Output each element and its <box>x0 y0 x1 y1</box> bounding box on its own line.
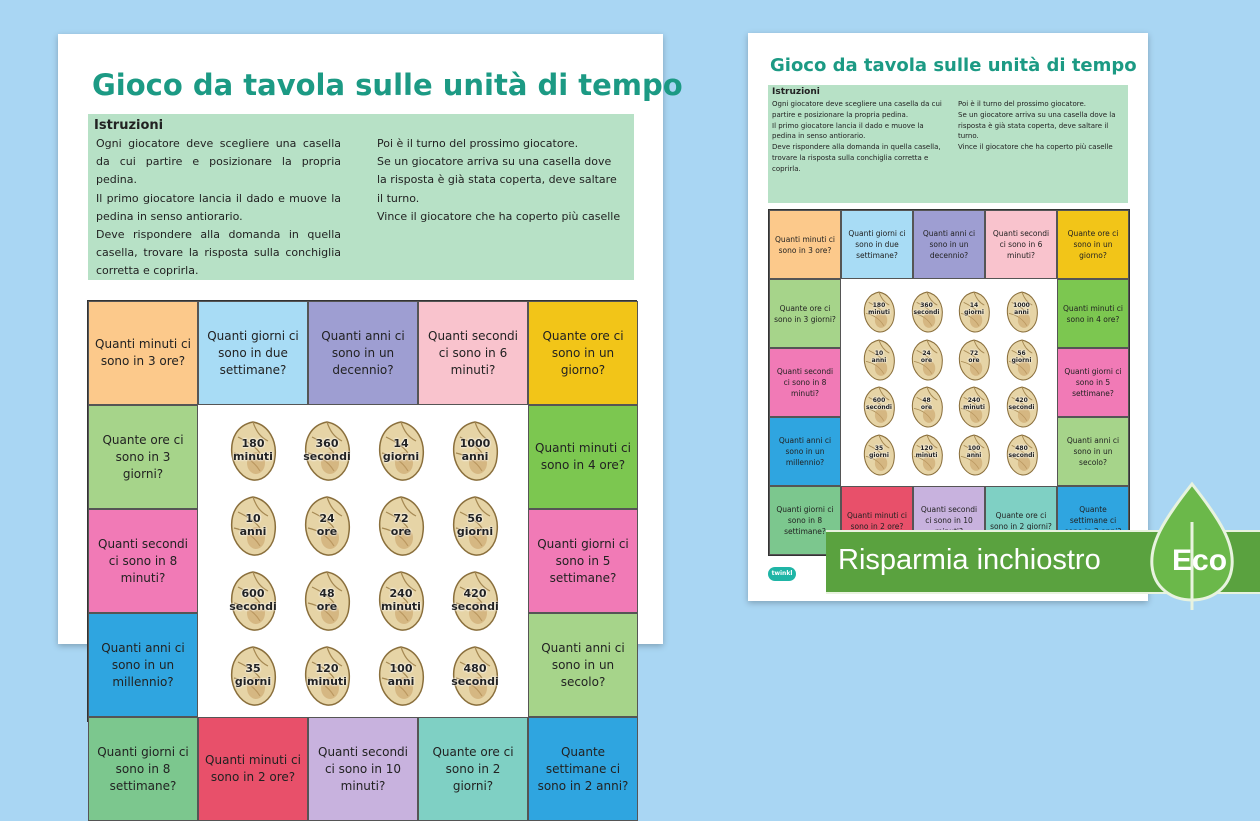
shell-answer: 35 giorni <box>226 644 280 708</box>
board-square: Quanti giorni ci sono in due settimane? <box>198 301 308 405</box>
shell-answer: 600 secondi <box>226 569 280 633</box>
board-square: Quanti secondi ci sono in 10 minuti? <box>308 717 418 821</box>
shell-answer: 35 giorni <box>859 433 899 477</box>
board-square: Quanti minuti ci sono in 4 ore? <box>528 405 638 509</box>
board-square: Quanti minuti ci sono in 2 ore? <box>198 717 308 821</box>
board-square: Quanti anni ci sono in un decennio? <box>913 210 985 279</box>
shell-answer: 100 anni <box>954 433 994 477</box>
shell-answer: 360 secondi <box>907 290 947 334</box>
shell-answer: 10 anni <box>859 338 899 382</box>
eco-badge <box>826 530 1260 596</box>
shell-answer: 56 giorni <box>448 494 502 558</box>
board-square: Quanti secondi ci sono in 10 <box>913 486 985 555</box>
board-square: Quanti anni ci sono in un secolo? <box>528 613 638 717</box>
board-square: Quanti secondi ci sono in 6 minuti? <box>985 210 1057 279</box>
shell-answer: 56 giorni <box>1002 338 1042 382</box>
board-square: Quante settimane ci sono in 2 anni? <box>528 717 638 821</box>
shell-answer: 360 secondi <box>300 419 354 483</box>
board-square: Quanti anni ci sono in un secolo? <box>1057 417 1129 486</box>
board-square: Quanti minuti ci sono in 3 ore? <box>88 301 198 405</box>
shell-answer: 10 anni <box>226 494 280 558</box>
shell-answer: 48 ore <box>300 569 354 633</box>
shell-answer: 100 anni <box>374 644 428 708</box>
board-square: Quanti anni ci sono in un decennio? <box>308 301 418 405</box>
game-board <box>768 209 1130 556</box>
instructions-box <box>88 114 634 280</box>
shell-answer: 420 secondi <box>1002 385 1042 429</box>
worksheet-title: Gioco da tavola sulle unità di tempo <box>770 55 1137 76</box>
shell-answer: 420 secondi <box>448 569 502 633</box>
board-square: Quante ore ci sono in un giorno? <box>528 301 638 405</box>
eco-label: Eco <box>1172 544 1228 577</box>
shell-answer: 240 minuti <box>954 385 994 429</box>
instructions-column-2: Poi è il turno del prossimo giocatore. Se un giocatore arriva su una casella dove la risposta è già stata coperta, deve saltare il turno. Vince il giocatore che ha coperto più caselle <box>377 137 621 223</box>
board-square: Quanti anni ci sono in un millennio? <box>88 613 198 717</box>
instructions-box <box>768 85 1128 203</box>
shell-answer: 24 ore <box>300 494 354 558</box>
shell-answer: 120 minuti <box>300 644 354 708</box>
board-square: Quanti giorni ci sono in due settimane? <box>841 210 913 279</box>
instructions-heading: Istruzioni <box>94 118 164 133</box>
board-square: Quante ore ci sono in 3 giorni? <box>88 405 198 509</box>
instructions-column-2: Poi è il turno del prossimo giocatore. Se un giocatore arriva su una casella dove la risposta è già stata coperta, deve saltare il turno. Vince il giocatore che ha coperto più caselle <box>958 100 1116 152</box>
shell-answer: 120 minuti <box>907 433 947 477</box>
board-square: Quante ore ci sono in 2 giorni? <box>985 486 1057 555</box>
shell-answer: 180 minuti <box>859 290 899 334</box>
shell-answer: 24 ore <box>907 338 947 382</box>
shell-answer: 1000 anni <box>1002 290 1042 334</box>
game-board <box>87 300 637 793</box>
shell-answer: 480 secondi <box>1002 433 1042 477</box>
shell-answer: 14 giorni <box>374 419 428 483</box>
shell-answer: 48 ore <box>907 385 947 429</box>
shell-answer: 72 ore <box>374 494 428 558</box>
board-square: Quanti giorni ci sono in 8 settimane? <box>88 717 198 821</box>
shell-answer: 480 secondi <box>448 644 502 708</box>
shell-answer: 14 giorni <box>954 290 994 334</box>
board-square: Quanti giorni ci sono in 8 settimane? <box>769 486 841 555</box>
shell-grid <box>226 419 522 719</box>
board-square: Quanti giorni ci sono in 5 settimane? <box>1057 348 1129 417</box>
twinkl-logo: twinkl <box>768 567 796 581</box>
eco-banner-text: Risparmia inchiostro <box>838 544 1101 576</box>
worksheet-preview-small <box>748 33 1148 601</box>
board-square: Quanti anni ci sono in un millennio? <box>769 417 841 486</box>
instructions-column-1: Ogni giocatore deve scegliere una casella da cui partire e posizionare la propria pedina. Il primo giocatore lancia il dado e muove la pedina in senso antiorario. Deve rispondere alla domanda in quella casella, trovare la risposta sulla conchiglia corretta e coprirla. <box>96 137 341 278</box>
board-square: Quanti minuti ci sono in 3 ore? <box>769 210 841 279</box>
board-square: Quanti minuti ci sono in 2 ore? <box>841 486 913 555</box>
board-square: Quanti giorni ci sono in 5 settimane? <box>528 509 638 613</box>
shell-answer: 1000 anni <box>448 419 502 483</box>
shell-answer: 240 minuti <box>374 569 428 633</box>
board-square: Quanti secondi ci sono in 6 minuti? <box>418 301 528 405</box>
shell-grid <box>859 290 1049 480</box>
instructions-column-1: Ogni giocatore deve scegliere una casella da cui partire e posizionare la propria pedina. Il primo giocatore lancia il dado e muove la pedina in senso antiorario. Deve rispondere alla domanda in quella casella, trovare la risposta sulla conchiglia corretta e coprirla. <box>772 100 942 173</box>
board-square: Quanti secondi ci sono in 8 minuti? <box>769 348 841 417</box>
board-square: Quante ore ci sono in 2 giorni? <box>418 717 528 821</box>
worksheet-title: Gioco da tavola sulle unità di tempo <box>92 68 683 102</box>
board-square: Quante ore ci sono in 3 giorni? <box>769 279 841 348</box>
shell-answer: 72 ore <box>954 338 994 382</box>
board-square: Quanti secondi ci sono in 8 minuti? <box>88 509 198 613</box>
board-square: Quanti minuti ci sono in 4 ore? <box>1057 279 1129 348</box>
worksheet-preview-large <box>58 34 683 793</box>
board-square: Quante ore ci sono in un giorno? <box>1057 210 1129 279</box>
shell-answer: 600 secondi <box>859 385 899 429</box>
board-square: Quante settimane ci <box>1057 486 1129 555</box>
instructions-heading: Istruzioni <box>772 87 820 97</box>
shell-answer: 180 minuti <box>226 419 280 483</box>
